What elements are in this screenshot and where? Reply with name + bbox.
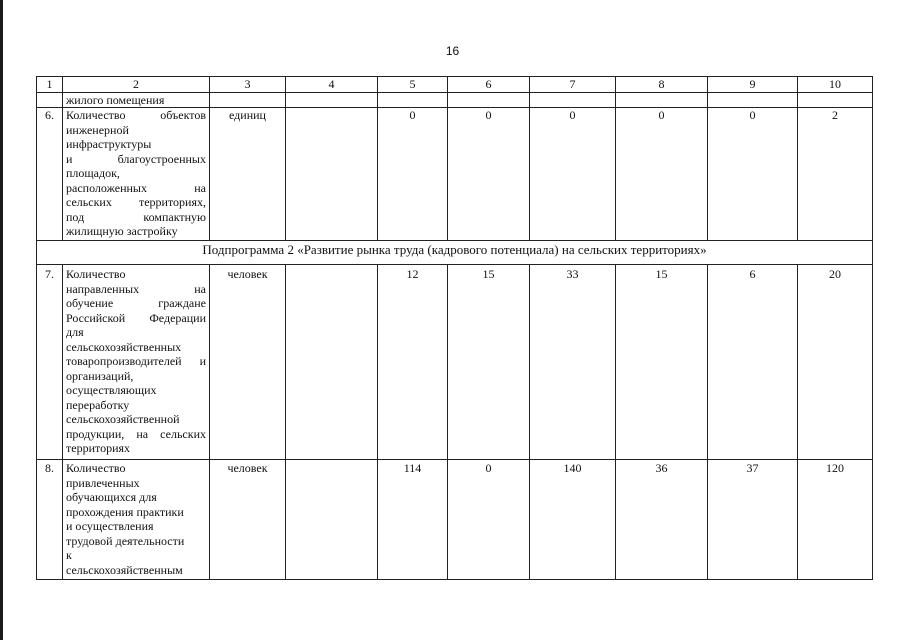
header-cell: 10 bbox=[798, 77, 873, 93]
indicator-line: направленных на bbox=[66, 281, 206, 296]
value-cell: 120 bbox=[798, 460, 873, 580]
indicator-name bbox=[63, 265, 210, 460]
value-cell: 0 bbox=[616, 108, 708, 241]
indicator-line: для bbox=[66, 325, 84, 339]
indicator-line: Количество bbox=[66, 461, 126, 475]
value-cell: 36 bbox=[616, 460, 708, 580]
cell-empty bbox=[286, 92, 378, 108]
indicator-line: сельскохозяйственных bbox=[66, 339, 182, 354]
table-row-6 bbox=[37, 108, 873, 241]
indicator-line: товаропроизводителей и bbox=[66, 354, 206, 368]
value-cell: 0 bbox=[378, 108, 448, 241]
header-cell: 7 bbox=[530, 77, 616, 93]
value-cell: 0 bbox=[448, 108, 530, 241]
indicator-line: Количество bbox=[66, 267, 126, 281]
table-row-continuation bbox=[37, 92, 873, 108]
indicator-line: к bbox=[66, 548, 72, 562]
header-cell: 9 bbox=[708, 77, 798, 93]
value-cell: 33 bbox=[530, 265, 616, 460]
page-edge bbox=[0, 0, 3, 640]
header-cell: 1 bbox=[37, 77, 63, 93]
row-number: 6. bbox=[37, 108, 63, 241]
header-cell: 2 bbox=[63, 77, 210, 93]
value-cell: 0 bbox=[708, 108, 798, 241]
value-cell: 0 bbox=[530, 108, 616, 241]
subprogram-row bbox=[37, 241, 873, 265]
indicator-line: Количество объектов bbox=[66, 108, 206, 122]
indicator-line: Российской Федерации bbox=[66, 310, 206, 325]
value-cell: 2 bbox=[798, 108, 873, 241]
value-cell: 15 bbox=[448, 265, 530, 460]
indicator-line: и осуществления bbox=[66, 519, 154, 533]
header-cell: 8 bbox=[616, 77, 708, 93]
header-row bbox=[37, 77, 873, 93]
unit-cell: человек bbox=[210, 265, 286, 460]
value-cell: 140 bbox=[530, 460, 616, 580]
cell-empty bbox=[37, 92, 63, 108]
indicator-line: трудовой деятельности bbox=[66, 533, 185, 548]
unit-cell: человек bbox=[210, 460, 286, 580]
cell-empty bbox=[286, 108, 378, 241]
unit-cell: единиц bbox=[210, 108, 286, 241]
indicator-line: сельскохозяйственным bbox=[66, 562, 183, 577]
value-cell: 15 bbox=[616, 265, 708, 460]
value-cell: 6 bbox=[708, 265, 798, 460]
indicators-table bbox=[36, 76, 873, 580]
header-cell: 6 bbox=[448, 77, 530, 93]
cell-empty bbox=[708, 92, 798, 108]
indicator-line: обучающихся для bbox=[66, 490, 157, 504]
cell-empty bbox=[616, 92, 708, 108]
indicator-name bbox=[63, 108, 210, 241]
value-cell: 20 bbox=[798, 265, 873, 460]
value-cell: 0 bbox=[448, 460, 530, 580]
indicator-line: под компактную bbox=[66, 209, 206, 224]
indicator-line: сельских территориях, bbox=[66, 195, 206, 209]
indicator-line: площадок, bbox=[66, 166, 120, 180]
header-cell: 4 bbox=[286, 77, 378, 93]
row-number: 7. bbox=[37, 265, 63, 460]
indicator-name bbox=[63, 460, 210, 580]
table-row-7 bbox=[37, 265, 873, 460]
header-cell: 5 bbox=[378, 77, 448, 93]
indicator-line: территориях bbox=[66, 441, 131, 455]
cell-empty bbox=[210, 92, 286, 108]
indicator-line: организаций, bbox=[66, 368, 134, 383]
table-row-8 bbox=[37, 460, 873, 580]
indicator-line: и благоустроенных bbox=[66, 151, 206, 166]
indicator-line: обучение граждане bbox=[66, 296, 206, 310]
indicator-line: инфраструктуры bbox=[66, 137, 152, 151]
cell-empty bbox=[530, 92, 616, 108]
indicator-name: жилого помещения bbox=[63, 92, 210, 108]
indicator-line: сельскохозяйственной bbox=[66, 412, 180, 426]
cell-empty bbox=[378, 92, 448, 108]
indicator-line: продукции, на сельских bbox=[66, 426, 206, 441]
cell-empty bbox=[448, 92, 530, 108]
cell-empty bbox=[286, 265, 378, 460]
cell-empty bbox=[286, 460, 378, 580]
indicator-line: переработку bbox=[66, 397, 130, 412]
subprogram-title: Подпрограмма 2 «Развитие рынка труда (кадрового потенциала) на сельских территориях» bbox=[37, 241, 873, 265]
value-cell: 37 bbox=[708, 460, 798, 580]
indicator-line: жилищную застройку bbox=[66, 224, 178, 238]
value-cell: 12 bbox=[378, 265, 448, 460]
cell-empty bbox=[798, 92, 873, 108]
indicator-line: инженерной bbox=[66, 122, 129, 137]
indicator-line: расположенных на bbox=[66, 180, 206, 195]
value-cell: 114 bbox=[378, 460, 448, 580]
indicator-line: осуществляющих bbox=[66, 383, 157, 397]
page-number: 16 bbox=[445, 44, 460, 58]
indicator-line: привлеченных bbox=[66, 475, 140, 490]
row-number: 8. bbox=[37, 460, 63, 580]
header-cell: 3 bbox=[210, 77, 286, 93]
indicator-line: прохождения практики bbox=[66, 504, 184, 519]
